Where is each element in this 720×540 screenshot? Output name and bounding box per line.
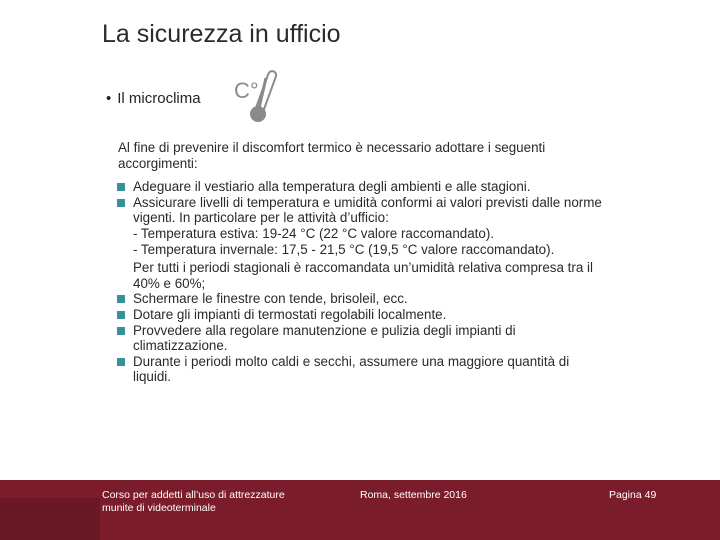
square-bullet-icon: [117, 183, 125, 191]
list-item: [118, 323, 608, 354]
list-item: [118, 307, 608, 323]
square-bullet-icon: [117, 327, 125, 335]
footer-place-date: Roma, settembre 2016: [360, 489, 467, 501]
footer-course: Corso per addetti all’uso di attrezzature munite di videoterminale: [102, 489, 285, 514]
temperature-summer: - Temperatura estiva: 19-24 °C (22 °C valore raccomandato).: [133, 225, 495, 241]
footer-page-number: Pagina 49: [609, 489, 657, 501]
list-item: [118, 354, 608, 385]
bullet-item: [106, 90, 201, 107]
list-item-text: Adeguare il vestiario alla temperatura degli ambienti e alle stagioni.: [133, 179, 531, 195]
square-bullet-icon: [117, 199, 125, 207]
bullet-label: Il microclima: [117, 90, 201, 107]
square-bullet-icon: [117, 311, 125, 319]
list-item-text: Provvedere alla regolare manutenzione e pulizia degli impianti di climatizzazione.: [133, 322, 516, 354]
footer-accent: [0, 498, 100, 540]
slide-title: La sicurezza in ufficio: [102, 20, 341, 48]
humidity-text: Per tutti i periodi stagionali è raccomandata un’umidità relativa compresa tra il 40% e 60%;: [133, 260, 593, 291]
list-item: [118, 179, 608, 195]
list-item-text: Assicurare livelli di temperatura e umidità conformi ai valori previsti dalle norme vigenti. In particolare per le attività d’ufficio:: [133, 194, 602, 226]
list-item-text: Schermare le finestre con tende, brisoleil, ecc.: [133, 291, 408, 307]
square-bullet-icon: [117, 358, 125, 366]
temperature-winter: - Temperatura invernale: 17,5 - 21,5 °C (19,5 °C valore raccomandato).: [133, 241, 555, 257]
slide-content: [118, 140, 608, 385]
list-item-text: Dotare gli impianti di termostati regolabili localmente.: [133, 306, 447, 322]
bullet-dot: •: [106, 90, 112, 107]
square-bullet-icon: [117, 295, 125, 303]
intro-text: Al fine di prevenire il discomfort termico è necessario adottare i seguenti accorgimenti:: [118, 140, 546, 171]
list-item-text: Durante i periodi molto caldi e secchi, assumere una maggiore quantità di liquidi.: [133, 353, 570, 385]
list-item: [118, 291, 608, 307]
list-item: [118, 195, 608, 226]
thermometer-celsius-icon: [232, 68, 282, 126]
svg-text:C°: C°: [234, 78, 259, 103]
